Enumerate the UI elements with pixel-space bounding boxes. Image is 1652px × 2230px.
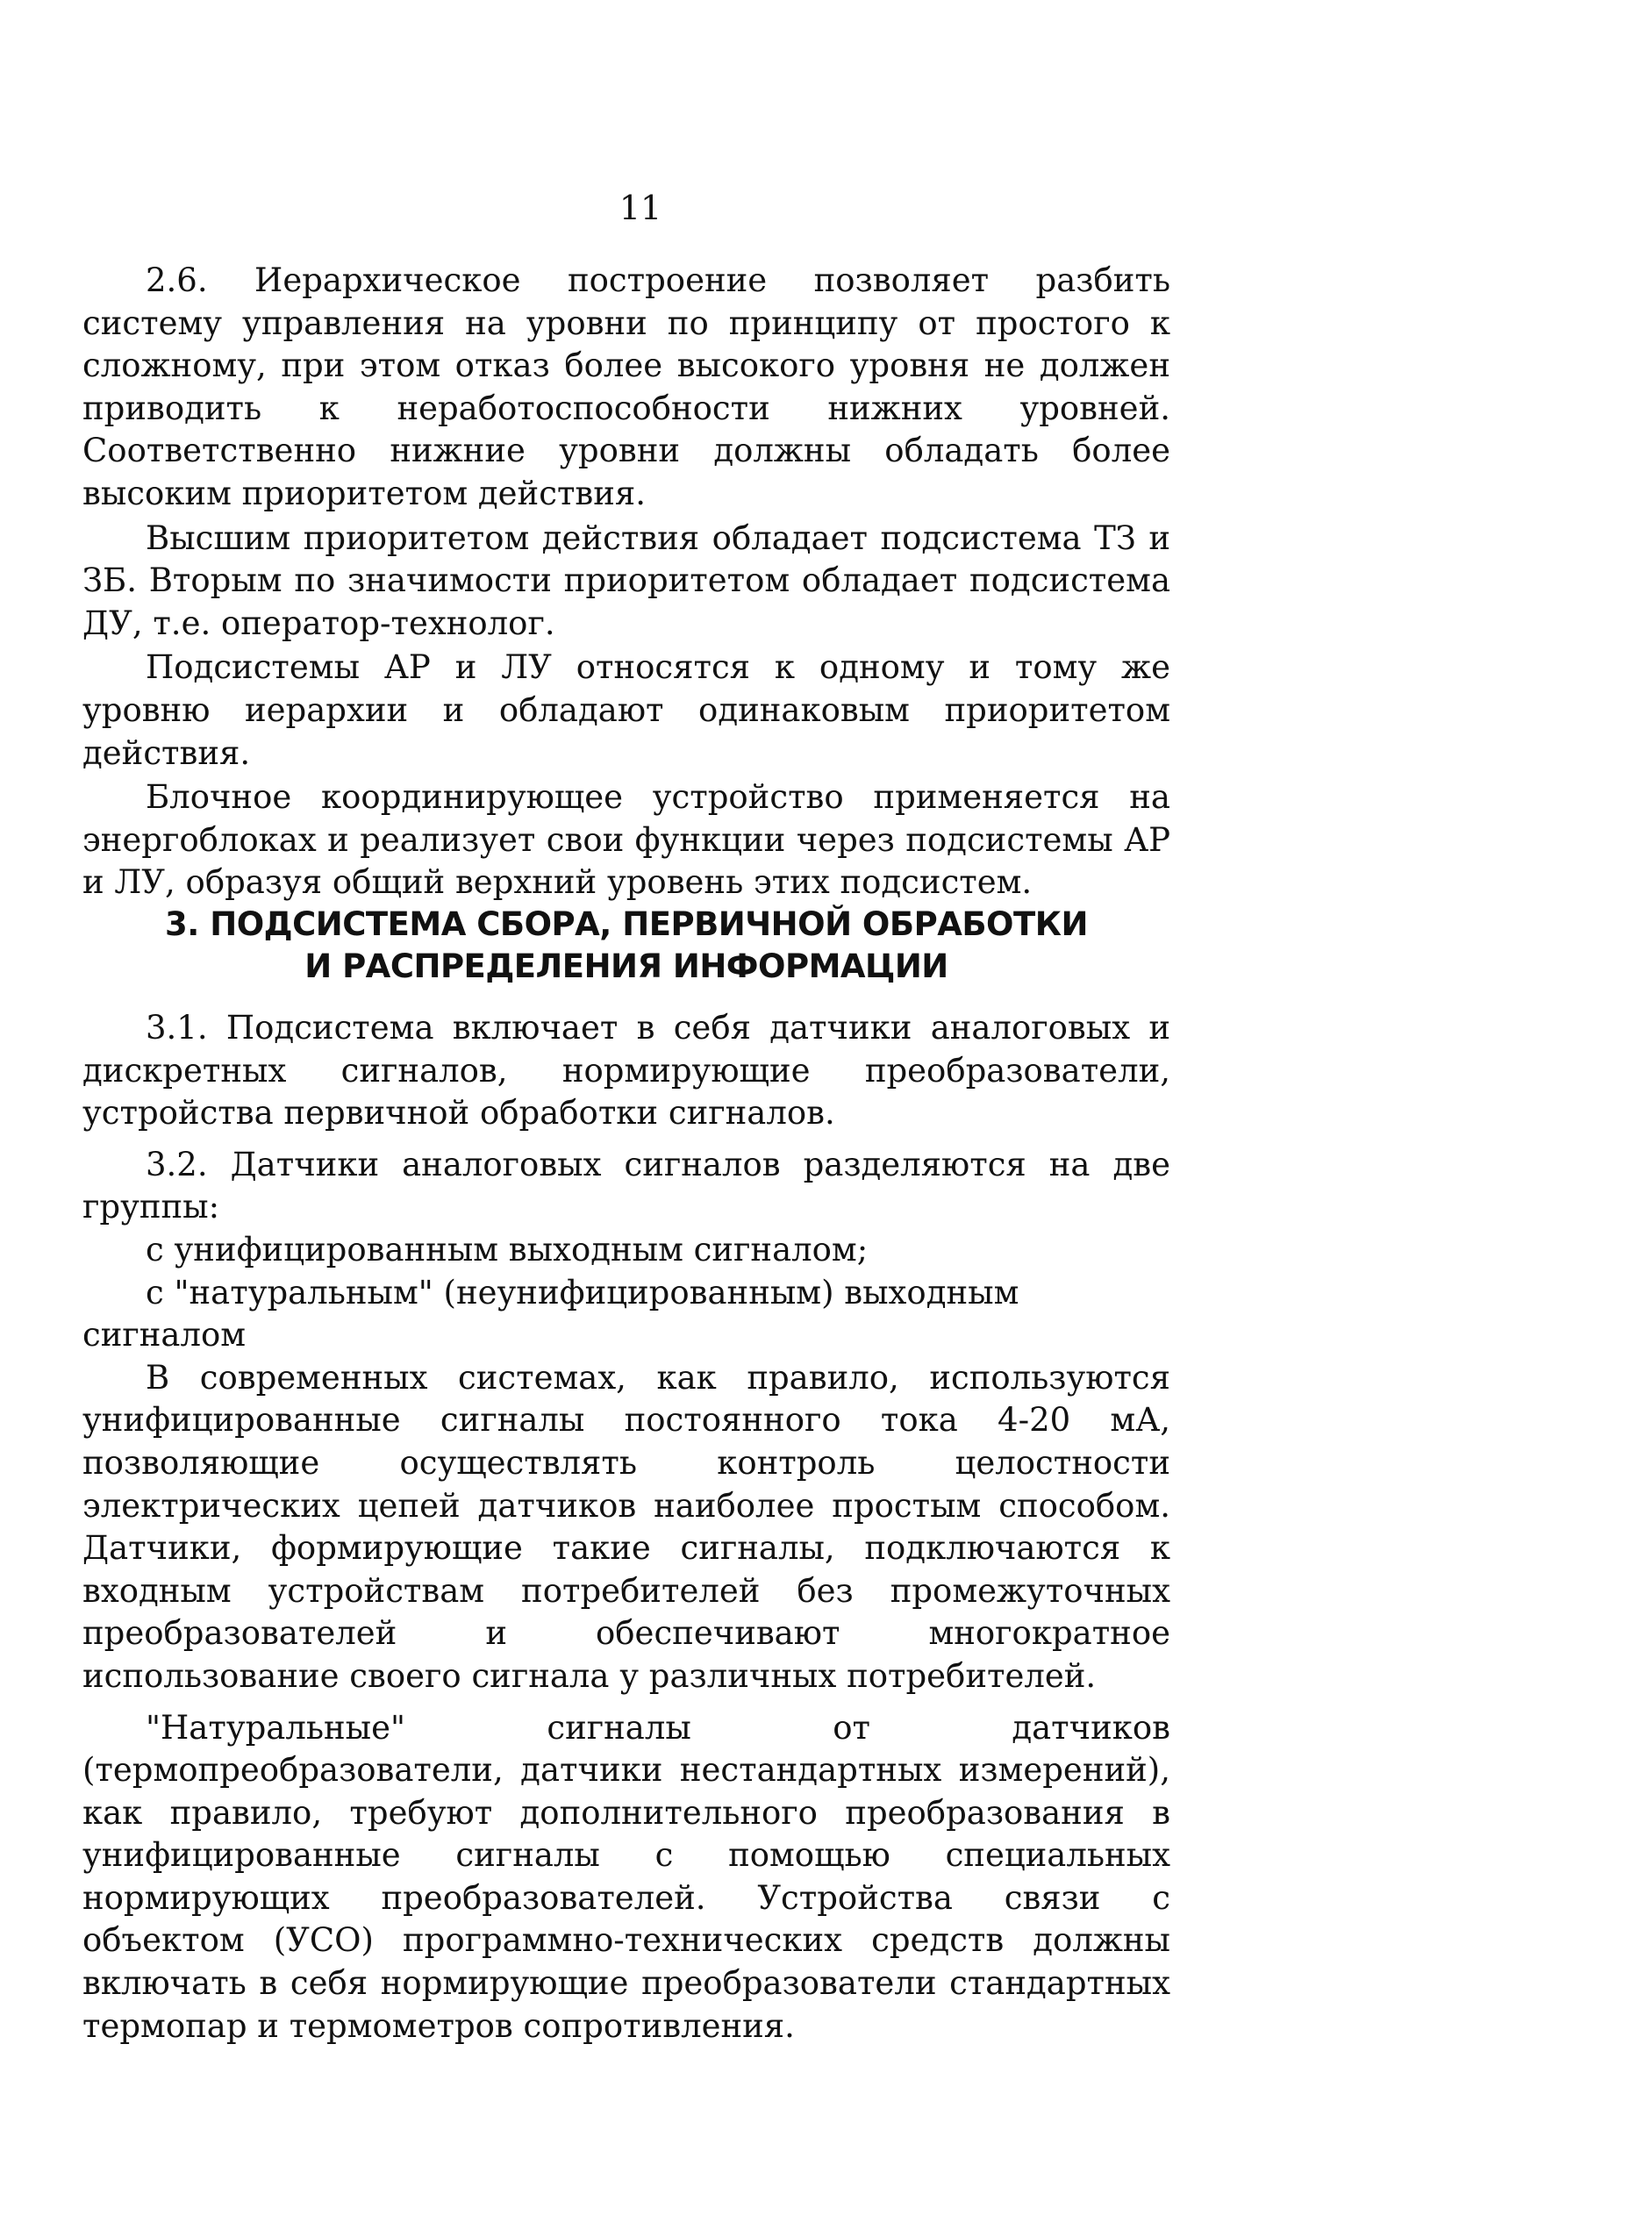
section-3-heading bbox=[82, 904, 1170, 988]
heading-line-1: 3. ПОДСИСТЕМА СБОРА, ПЕРВИЧНОЙ ОБРАБОТКИ bbox=[165, 905, 1088, 943]
paragraph-3-1: 3.1. Подсистема включает в себя датчики аналоговых и дискретных сигналов, нормирующие преобразователи, устройства первичной обработки сигналов. bbox=[82, 1009, 1170, 1133]
paragraph: Подсистемы АР и ЛУ относятся к одному и тому же уровню иерархии и обладают одинаковым приоритетом действия. bbox=[82, 648, 1170, 772]
paragraph: Блочное координирующее устройство применяется на энергоблоках и реализует свои функции через подсистемы АР и ЛУ, образуя общий верхний уровень этих подсистем. bbox=[82, 778, 1170, 902]
section-2-6-text bbox=[82, 260, 1170, 904]
paragraph: "Натуральные" сигналы от датчиков (термопреобразователи, датчики нестандартных измерений), как правило, требуют дополнительного преобразования в унифицированные сигналы с помощью специальных нормирующих преобразователей. Устройства связи с объектом (УСО) программно-технических средств должны включать в себя нормирующие преобразователи стандартных термопар и термометров сопротивления. bbox=[82, 1708, 1170, 2045]
paragraph: В современных системах, как правило, используются унифицированные сигналы постоянного тока 4-20 мА, позволяющие осуществлять контроль целостности электрических цепей датчиков наиболее простым способом. Датчики, формирующие такие сигналы, подключаются к входным устройствам потребителей без промежуточных преобразователей и обеспечивают многократное использование своего сигнала у различных потребителей. bbox=[82, 1358, 1170, 1695]
page-number: 11 bbox=[619, 189, 662, 227]
section-3-text bbox=[82, 1007, 1170, 2048]
list-item: с унифицированным выходным сигналом; bbox=[146, 1230, 869, 1269]
paragraph-3-2: 3.2. Датчики аналоговых сигналов разделяются на две группы: bbox=[82, 1145, 1170, 1226]
heading-line-2: И РАСПРЕДЕЛЕНИЯ ИНФОРМАЦИИ bbox=[304, 947, 948, 985]
list-item: с "натуральным" (неунифицированным) выходным сигналом bbox=[82, 1273, 1019, 1354]
paragraph: Высшим приоритетом действия обладает подсистема ТЗ и ЗБ. Вторым по значимости приоритетом обладает подсистема ДУ, т.е. оператор-технолог. bbox=[82, 518, 1170, 642]
paragraph: 2.6. Иерархическое построение позволяет разбить систему управления на уровни по принципу от простого к сложному, при этом отказ более высокого уровня не должен приводить к неработоспособности нижних уровней. Соответственно нижние уровни должны обладать более высоким приоритетом действия. bbox=[82, 261, 1170, 512]
